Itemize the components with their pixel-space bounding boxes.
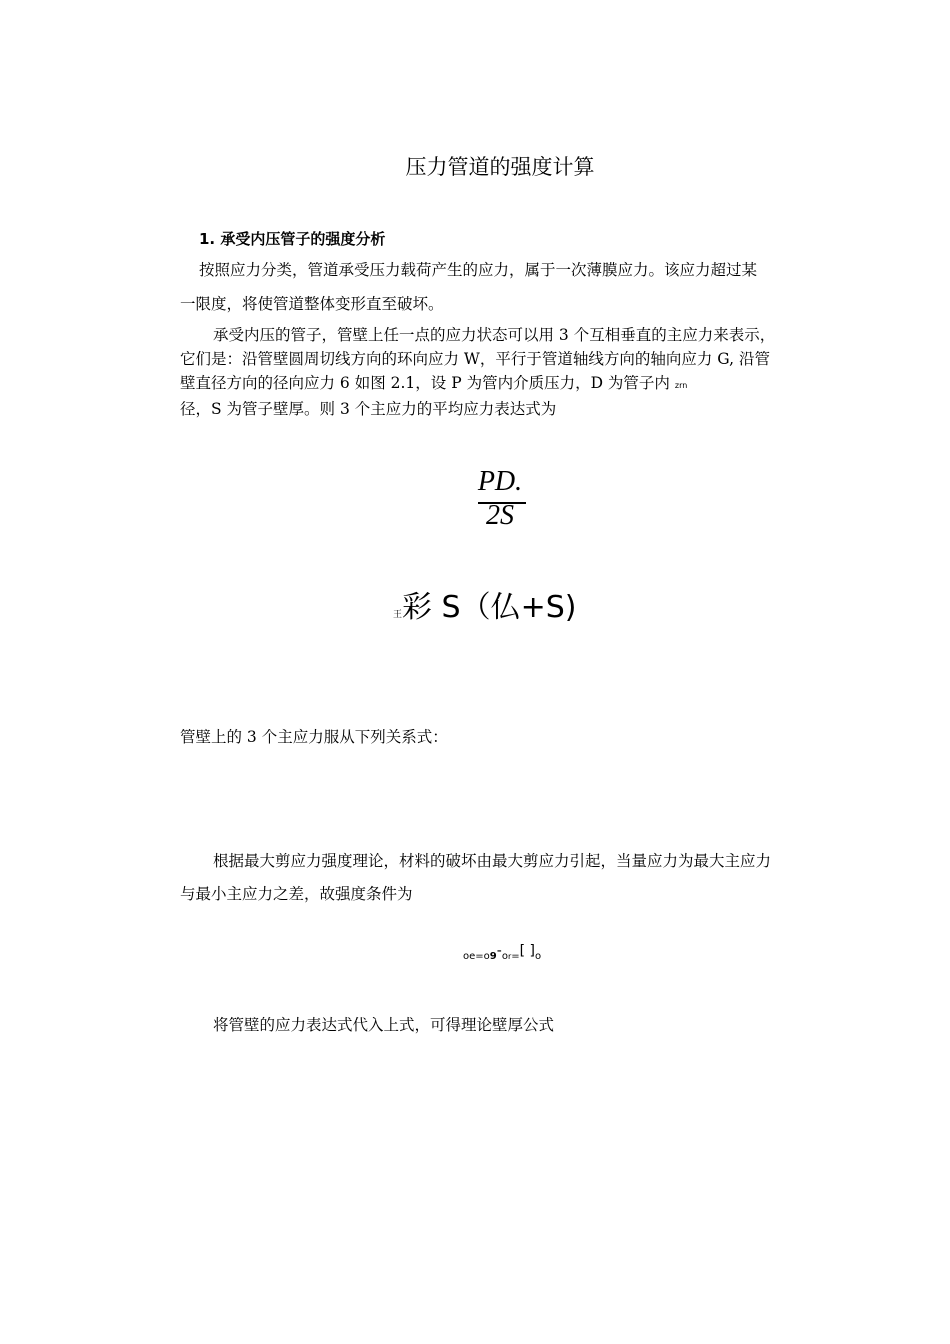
formula-numerator: PD. [477,466,523,497]
formula-2 [393,582,576,626]
paragraph-2-line-3-text: 壁直径方向的径向应力 6 如图 2.1，设 P 为管内介质压力，D 为管子内 [180,374,670,392]
cond-j: o [535,951,542,962]
paragraph-1-line-2: 一限度，将使管道整体变形直至破坏。 [180,295,444,313]
cond-f: o [501,951,508,962]
paragraph-2-line-4: 径，S 为管子壁厚。则 3 个主应力的平均应力表达式为 [180,400,557,418]
cond-e: - [496,943,502,959]
formula-denominator: 2S [486,500,514,531]
cond-h: = [511,951,520,962]
cond-g: r [507,952,512,961]
cond-a: o [463,951,470,962]
page-title: 压力管道的强度计算 [405,155,595,179]
formula-2-text: 彩 S（仏+S) [402,590,577,625]
paragraph-2-line-3 [180,371,687,393]
paragraph-2-line-3-note: zrn [674,381,688,390]
paragraph-3: 管壁上的 3 个主应力服从下列关系式： [180,728,448,746]
paragraph-1-line-1: 按照应力分类，管道承受压力载荷产生的应力，属于一次薄膜应力。该应力超过某 [199,261,758,279]
paragraph-2-line-1: 承受内压的管子，管壁上任一点的应力状态可以用 3 个互相垂直的主应力来表示， [213,326,776,344]
paragraph-5: 将管壁的应力表达式代入上式，可得理论壁厚公式 [213,1016,555,1034]
section-heading: 1. 承受内压管子的强度分析 [199,230,386,248]
paragraph-2-line-2: 它们是：沿管壁圆周切线方向的环向应力 W，平行于管道轴线方向的轴向应力 G, 沿管 [180,350,770,368]
paragraph-4-line-1: 根据最大剪应力强度理论，材料的破坏由最大剪应力引起，当量应力为最大主应力 [213,852,772,870]
strength-condition-formula [463,943,541,962]
cond-i: [ ] [519,943,535,959]
paragraph-4-line-2: 与最小主应力之差，故强度条件为 [180,885,413,903]
formula-2-prefix: 王 [393,610,403,620]
cond-b: e [469,951,476,962]
cond-d: 9 [489,951,497,962]
cond-c: =o [475,951,490,962]
